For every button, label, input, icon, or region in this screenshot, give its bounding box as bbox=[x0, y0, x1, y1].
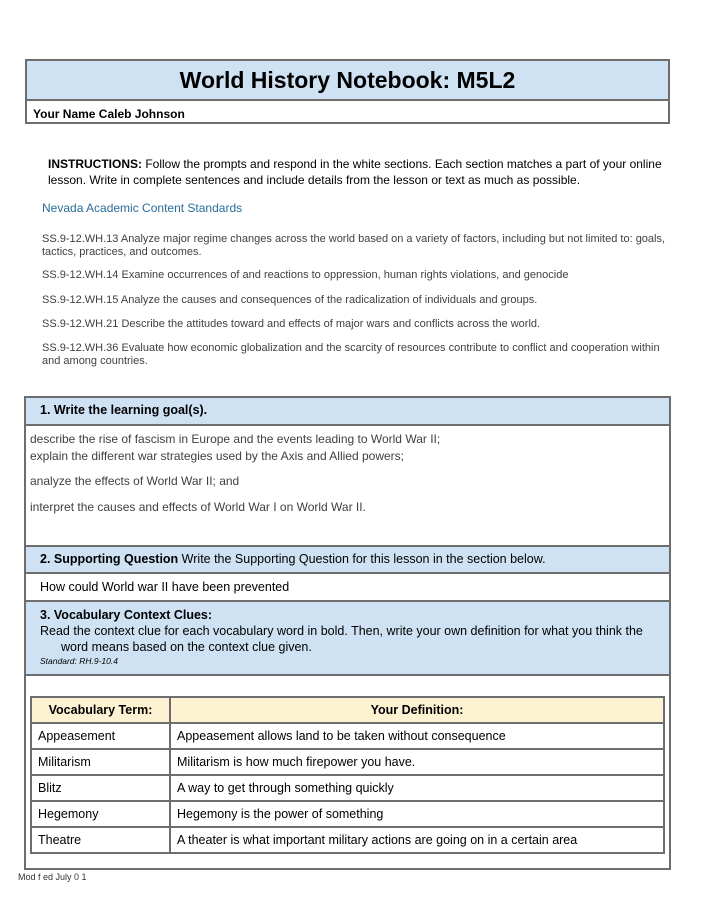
instructions-label: INSTRUCTIONS: bbox=[48, 157, 142, 171]
instructions bbox=[48, 156, 668, 188]
table-row bbox=[31, 749, 664, 775]
section2-heading bbox=[26, 547, 669, 574]
learning-goal-answer[interactable] bbox=[26, 426, 669, 547]
goal-line: explain the different war strategies used by the Axis and Allied powers; bbox=[30, 449, 404, 463]
standard-item: SS.9-12.WH.13 Analyze major regime changes across the world based on a variety of factors, including but not limited to: goals, tactics, practices, and outcomes. bbox=[42, 233, 666, 258]
page-title: World History Notebook: M5L2 bbox=[27, 61, 668, 101]
vocabulary-table bbox=[30, 696, 665, 854]
student-name-field[interactable]: Your Name Caleb Johnson bbox=[33, 106, 185, 121]
section2-heading-text: Write the Supporting Question for this lesson in the section below. bbox=[178, 552, 546, 566]
goal-line: describe the rise of fascism in Europe and the events leading to World War II; bbox=[30, 432, 441, 446]
standard-item: SS.9-12.WH.15 Analyze the causes and consequences of the radicalization of individuals and groups. bbox=[42, 294, 538, 306]
table-row bbox=[31, 723, 664, 749]
standard-item: SS.9-12.WH.14 Examine occurrences of and reactions to oppression, human rights violations, and genocide bbox=[42, 269, 569, 281]
goal-line: analyze the effects of World War II; and bbox=[30, 474, 240, 488]
column-header-term: Vocabulary Term: bbox=[31, 697, 170, 723]
table-row bbox=[31, 775, 664, 801]
table-row bbox=[31, 801, 664, 827]
section3-instructions: Read the context clue for each vocabulary word in bold. Then, write your own definition for what you think the word means based on the context clue given. bbox=[40, 624, 643, 654]
vocab-definition[interactable]: Hegemony is the power of something bbox=[170, 801, 664, 827]
table-row bbox=[31, 827, 664, 853]
notebook-sections bbox=[24, 396, 671, 870]
standards-heading: Nevada Academic Content Standards bbox=[42, 201, 243, 215]
vocab-term: Blitz bbox=[31, 775, 170, 801]
vocab-definition[interactable]: Appeasement allows land to be taken without consequence bbox=[170, 723, 664, 749]
vocab-term: Hegemony bbox=[31, 801, 170, 827]
supporting-question-answer[interactable]: How could World war II have been prevented bbox=[26, 574, 669, 602]
footer-modified-date: Mod f ed July 0 1 bbox=[18, 872, 87, 882]
section3-standard: Standard: RH.9-10.4 bbox=[40, 656, 118, 666]
instructions-text: Follow the prompts and respond in the white sections. Each section matches a part of your online lesson. Write in complete sentences and include details from the lesson or text as much as possible. bbox=[48, 157, 662, 187]
vocab-term: Theatre bbox=[31, 827, 170, 853]
section3-title: 3. Vocabulary Context Clues: bbox=[40, 608, 213, 622]
vocab-definition[interactable]: A way to get through something quickly bbox=[170, 775, 664, 801]
standard-item: SS.9-12.WH.36 Evaluate how economic globalization and the scarcity of resources contribute to conflict and cooperation within and among countries. bbox=[42, 342, 660, 367]
vocab-definition[interactable]: Militarism is how much firepower you have. bbox=[170, 749, 664, 775]
vocab-definition[interactable]: A theater is what important military actions are going on in a certain area bbox=[170, 827, 664, 853]
table-header-row bbox=[31, 697, 664, 723]
goal-line: interpret the causes and effects of World War I on World War II. bbox=[30, 500, 366, 514]
standard-item: SS.9-12.WH.21 Describe the attitudes toward and effects of major wars and conflicts across the world. bbox=[42, 318, 541, 330]
section2-heading-bold: 2. Supporting Question bbox=[40, 552, 179, 566]
title-box bbox=[25, 59, 670, 124]
vocab-term: Militarism bbox=[31, 749, 170, 775]
section3-heading bbox=[26, 602, 669, 676]
section1-heading: 1. Write the learning goal(s). bbox=[26, 398, 669, 426]
column-header-definition: Your Definition: bbox=[170, 697, 664, 723]
vocab-term: Appeasement bbox=[31, 723, 170, 749]
